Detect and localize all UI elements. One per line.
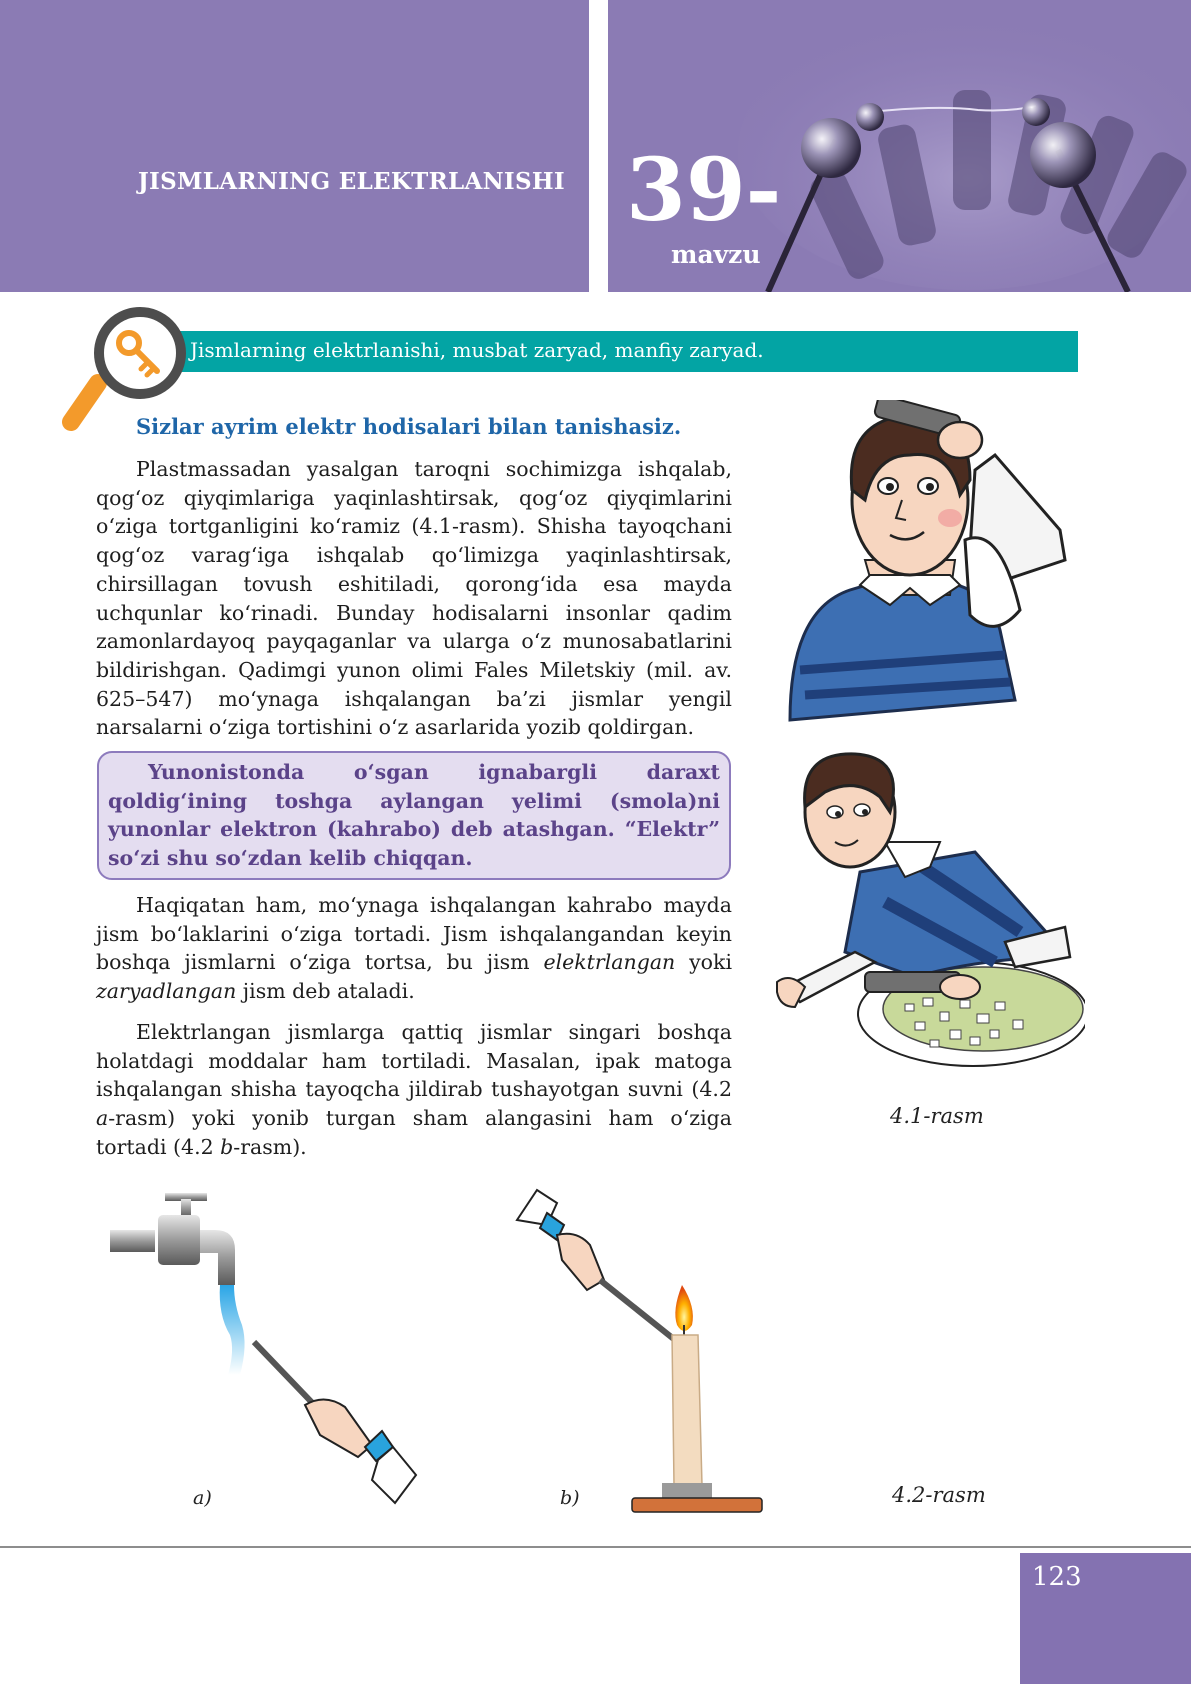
term-zaryadlangan: zaryadlangan: [96, 979, 237, 1004]
note-text: Yunonistonda o‘sgan ignabargli daraxt qoldig‘ining toshga aylangan yelimi (smola)ni yunonlar elektron (kahrabo) deb atashgan. “Elektr” so‘zi shu so‘zdan kelib chiqqan.: [108, 760, 720, 870]
topic-number: 39-: [626, 140, 782, 241]
boy-paper-bits-illustration: [765, 752, 1085, 1077]
paragraph-2-text: yoki: [675, 950, 732, 975]
paragraph-2-text: jism deb ataladi.: [236, 979, 415, 1004]
paragraph-2: [96, 891, 732, 1006]
keywords-text: Jismlarning elektrlanishi, musbat zaryad, manfiy zaryad.: [190, 338, 764, 362]
paragraph-3-text: -rasm) yoki yonib turgan sham alangasini ham o‘ziga tortadi (4.2: [96, 1106, 732, 1159]
header-left-panel: [0, 0, 589, 292]
paragraph-3-text: -rasm).: [233, 1134, 307, 1159]
page-number: 123: [1032, 1562, 1082, 1592]
paragraph-3: [96, 1018, 732, 1162]
figure-ref-a: a: [96, 1106, 109, 1131]
paragraph-2-text: Haqiqatan ham, mo‘ynaga ishqalangan kahrabo mayda jism bo‘laklarini o‘ziga tortadi. Jism ishqalangandan keyin boshqa jismlarni o‘ziga tortsa, bu jism: [96, 893, 732, 975]
lead-sentence: Sizlar ayrim elektr hodisalari bilan tanishasiz.: [136, 414, 682, 439]
candle-flame-illustration: [512, 1185, 772, 1515]
topic-title: JISMLARNING ELEKTRLANISHI: [137, 168, 565, 195]
footer-divider: [0, 1546, 1191, 1548]
figure-label-a: a): [193, 1487, 212, 1509]
figure-ref-b: b: [220, 1134, 234, 1159]
figure-label-b: b): [560, 1487, 580, 1509]
figure-4-2-caption: 4.2-rasm: [892, 1483, 986, 1507]
paragraph-1: Plastmassadan yasalgan taroqni sochimizga ishqalab, qog‘oz qiyqimlariga yaqinlashtirsak, qog‘oz qiyqimlarini o‘ziga tortganligini ko‘ramiz (4.1-rasm). Shisha tayoqchani qog‘oz varag‘iga ishqalab qo‘limizga yaqinlashtirsak, chirsillagan tovush eshitiladi, qorong‘ida esa mayda uchqunlar ko‘rinadi. Bunday hodisalarni insonlar qadim zamonlardayoq payqaganlar va ularga o‘z munosabatlarini bildirishgan. Qadimgi yunon olimi Fales Miletskiy (mil. av. 625–547) mo‘ynaga ishqalangan ba’zi jismlar yengil narsalarni o‘ziga tortishini o‘z asarlarida yozib qoldirgan.: [96, 457, 732, 740]
topic-word: mavzu: [671, 240, 761, 269]
boy-combing-illustration: [780, 400, 1080, 730]
term-elektrlangan: elektrlangan: [543, 950, 676, 975]
figure-4-1-caption: 4.1-rasm: [890, 1104, 984, 1128]
paragraph-3-text: Elektrlangan jismlarga qattiq jismlar singari boshqa holatdagi moddalar ham tortiladi. Masalan, ipak matoga ishqalangan shisha tayoqcha jildirab tushayotgan suvni (4.2: [96, 1020, 732, 1102]
faucet-water-illustration: [110, 1185, 430, 1515]
